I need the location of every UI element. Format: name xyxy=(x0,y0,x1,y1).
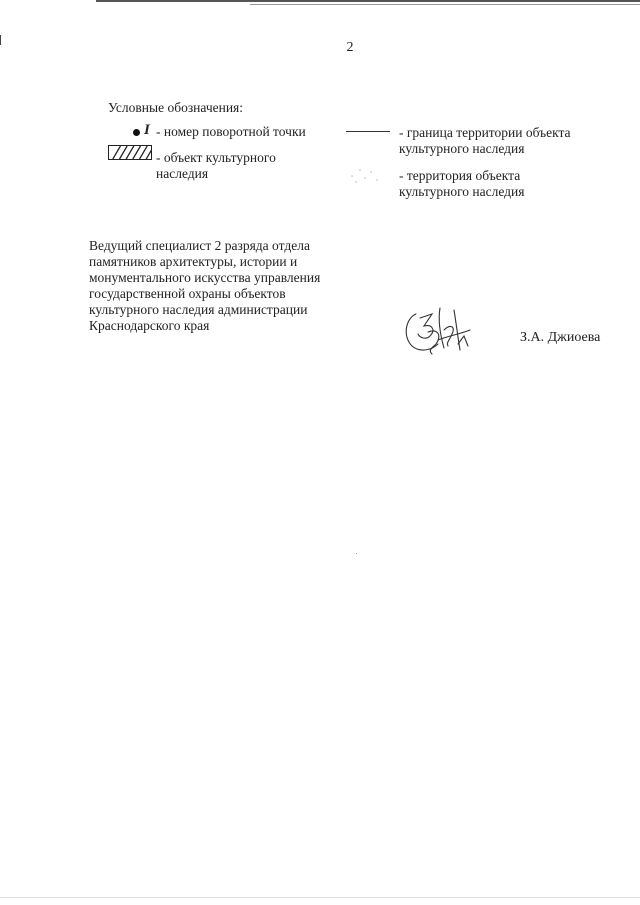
top-border-line xyxy=(96,0,640,2)
territory-label-line2: культурного наследия xyxy=(399,184,525,199)
turning-point-symbol: I xyxy=(144,122,150,138)
boundary-label-line1: - граница территории объекта xyxy=(399,125,571,140)
heritage-object-label-line2: наследия xyxy=(156,166,209,181)
page-number: 2 xyxy=(346,40,354,55)
heritage-object-label-line1: - объект культурного xyxy=(156,150,276,165)
signatory-position xyxy=(89,238,320,334)
signatory-line: Краснодарского края xyxy=(89,318,210,333)
scan-edge-mark xyxy=(0,35,1,45)
territory-label-line1: - территория объекта xyxy=(399,168,521,183)
scan-speck xyxy=(356,553,357,554)
heritage-object-label xyxy=(156,150,276,182)
hatch-pattern-icon xyxy=(108,145,152,160)
signatory-line: государственной охраны объектов xyxy=(89,286,286,301)
boundary-label-line2: культурного наследия xyxy=(399,141,525,156)
signatory-line: памятников архитектуры, истории и xyxy=(89,254,298,269)
signatory-name: З.А. Джиоева xyxy=(520,330,601,345)
signatory-line: культурного наследия администрации xyxy=(89,302,308,317)
boundary-line-icon xyxy=(346,131,390,132)
territory-label xyxy=(399,168,525,200)
turning-point-label: - номер поворотной точки xyxy=(156,124,306,139)
signatory-line: Ведущий специалист 2 разряда отдела xyxy=(89,238,310,253)
territory-dots-icon xyxy=(344,166,384,186)
top-border-line-secondary xyxy=(250,4,640,5)
turning-point-dot-icon xyxy=(133,129,140,136)
legend-title: Условные обозначения: xyxy=(108,100,244,115)
handwritten-signature xyxy=(398,300,478,358)
boundary-label xyxy=(399,125,571,157)
signatory-line: монументального искусства управления xyxy=(89,270,321,285)
bottom-scan-edge xyxy=(0,897,640,898)
